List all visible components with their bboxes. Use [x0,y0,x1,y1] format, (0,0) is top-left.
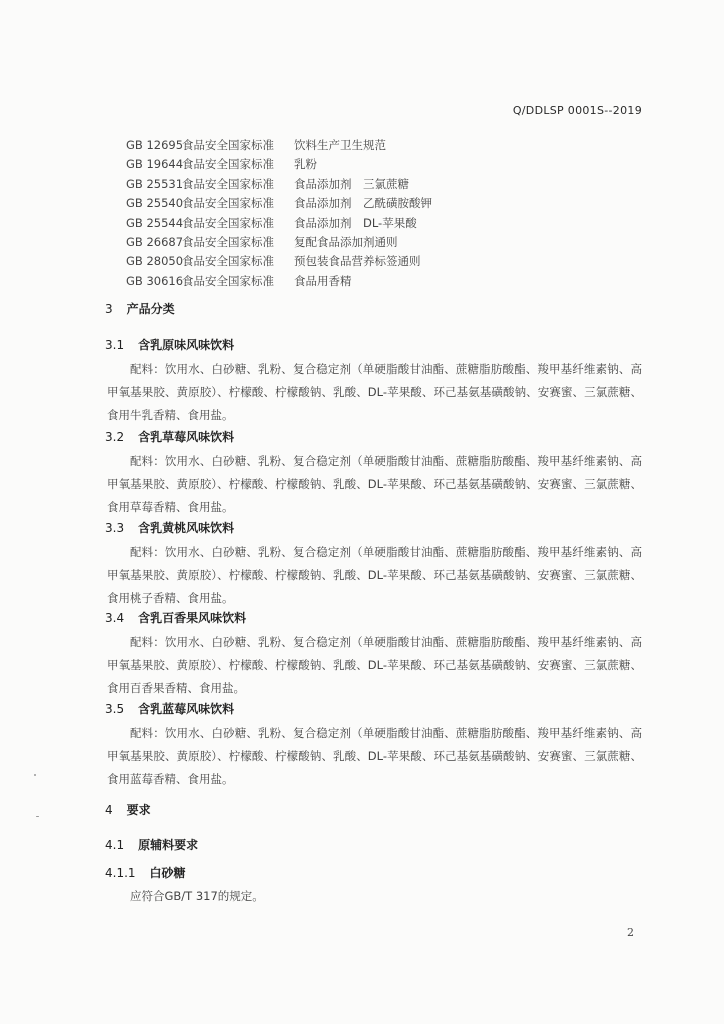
standard-code: GB 26687 [126,234,184,249]
reference-item [126,155,432,174]
section-title: 原辅料要求 [138,838,199,852]
section-title: 含乳黄桃风味饮料 [138,521,235,535]
standard-title: 复配食品添加剂通则 [294,234,398,249]
standard-title: 食品用香精 [294,273,352,288]
section-number: 4.1 [105,838,125,852]
reference-item [126,136,432,155]
ingredients-paragraph: 配料：饮用水、白砂糖、乳粉、复合稳定剂（单硬脂酸甘油酯、蔗糖脂肪酸酯、羧甲基纤维素钠、高甲氧基果胶、黄原胶）、柠檬酸、柠檬酸钠、乳酸、DL-苹果酸、环己基氨基磺酸钠、安赛蜜、三氯蔗糖、食用桃子香精、食用盐。 [107,545,642,605]
standard-code: GB 25540 [126,196,184,211]
section-number: 3 [105,302,113,316]
standard-title: 饮料生产卫生规范 [294,138,386,152]
standard-category: 食品安全国家标准 [182,157,274,172]
section-title: 产品分类 [126,302,175,316]
section-number: 3.4 [105,611,125,625]
section-number: 3.1 [105,338,125,352]
reference-item [126,214,432,233]
reference-item [126,252,432,271]
standard-title: 乳粉 [294,157,317,172]
standard-code: GB 19644 [126,157,184,172]
section-number: 3.5 [105,702,125,716]
standard-category: 食品安全国家标准 [182,254,274,269]
ingredients-paragraph: 配料：饮用水、白砂糖、乳粉、复合稳定剂（单硬脂酸甘油酯、蔗糖脂肪酸酯、羧甲基纤维素钠、高甲氧基果胶、黄原胶）、柠檬酸、柠檬酸钠、乳酸、DL-苹果酸、环己基氨基磺酸钠、安赛蜜、三氯蔗糖、食用蓝莓香精、食用盐。 [107,726,642,786]
standard-code: GB 30616 [126,273,184,288]
section-heading-3 [105,300,175,317]
document-code: Q/DDLSP 0001S--2019 [512,104,642,117]
section-number: 4 [105,803,113,817]
reference-item [126,272,432,291]
ingredients-paragraph: 配料：饮用水、白砂糖、乳粉、复合稳定剂（单硬脂酸甘油酯、蔗糖脂肪酸酯、羧甲基纤维素钠、高甲氧基果胶、黄原胶）、柠檬酸、柠檬酸钠、乳酸、DL-苹果酸、环己基氨基磺酸钠、安赛蜜、三氯蔗糖、食用牛乳香精、食用盐。 [107,362,642,422]
standard-category: 食品安全国家标准 [182,215,274,230]
section-number: 3.3 [105,521,125,535]
section-heading-4 [105,801,151,818]
section-title: 要求 [126,803,151,817]
section-title: 含乳蓝莓风味饮料 [138,702,235,716]
section-title: 含乳原味风味饮料 [138,338,235,352]
reference-item [126,194,432,213]
scan-speck [34,774,36,776]
section-heading-3-3 [105,519,234,536]
standard-title: 食品添加剂 三氯蔗糖 [294,176,409,191]
standard-code: GB 12695 [126,138,184,152]
normative-references-list [126,136,432,291]
reference-item [126,233,432,252]
standard-title: 预包装食品营养标签通则 [294,254,421,269]
standard-category: 食品安全国家标准 [182,176,274,191]
standard-category: 食品安全国家标准 [182,196,274,211]
section-title: 含乳百香果风味饮料 [138,611,247,625]
section-heading-3-2 [105,428,234,445]
section-heading-3-1 [105,336,234,353]
standard-category: 食品安全国家标准 [182,138,274,152]
section-heading-3-4 [105,609,246,626]
standard-title: 食品添加剂 DL-苹果酸 [294,215,417,230]
standard-code: GB 28050 [126,254,184,269]
standard-category: 食品安全国家标准 [182,234,274,249]
section-heading-3-5 [105,700,234,717]
section-title: 含乳草莓风味饮料 [138,430,235,444]
reference-item [126,175,432,194]
section-heading-4-1 [105,836,198,853]
section-heading-4-1-1 [105,864,186,881]
standard-category: 食品安全国家标准 [182,273,274,288]
section-number: 3.2 [105,430,125,444]
section-number: 4.1.1 [105,866,136,880]
ingredients-paragraph: 配料：饮用水、白砂糖、乳粉、复合稳定剂（单硬脂酸甘油酯、蔗糖脂肪酸酯、羧甲基纤维素钠、高甲氧基果胶、黄原胶）、柠檬酸、柠檬酸钠、乳酸、DL-苹果酸、环己基氨基磺酸钠、安赛蜜、三氯蔗糖、食用草莓香精、食用盐。 [107,454,642,514]
ingredients-paragraph: 配料：饮用水、白砂糖、乳粉、复合稳定剂（单硬脂酸甘油酯、蔗糖脂肪酸酯、羧甲基纤维素钠、高甲氧基果胶、黄原胶）、柠檬酸、柠檬酸钠、乳酸、DL-苹果酸、环己基氨基磺酸钠、安赛蜜、三氯蔗糖、食用百香果香精、食用盐。 [107,635,642,695]
page-number: 2 [627,926,634,939]
scan-speck [36,816,39,817]
standard-code: GB 25544 [126,215,184,230]
section-title: 白砂糖 [149,866,186,880]
standard-title: 食品添加剂 乙酰磺胺酸钾 [294,196,432,211]
requirement-paragraph: 应符合GB/T 317的规定。 [130,889,264,903]
standard-code: GB 25531 [126,176,184,191]
